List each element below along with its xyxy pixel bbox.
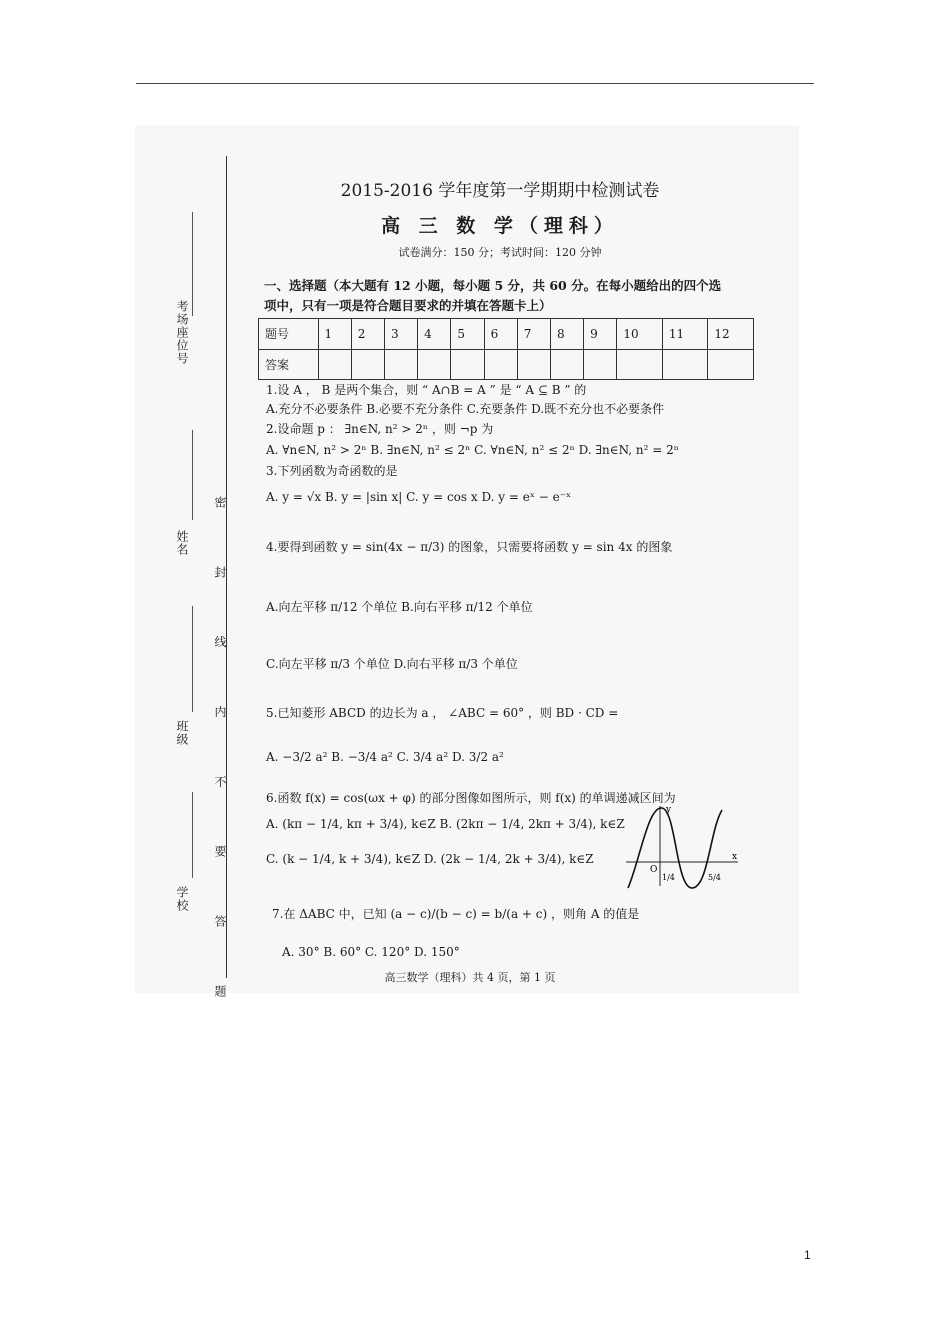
answer-cell xyxy=(517,349,550,380)
exam-title: 2015-2016 学年度第一学期期中检测试卷 xyxy=(340,181,660,201)
table-cell: 1 xyxy=(318,319,351,350)
question-4: 4.要得到函数 y = sin(4x − π/3) 的图象，只需要将函数 y = sin 4x 的图象 xyxy=(266,540,673,554)
table-cell: 9 xyxy=(584,319,617,350)
answer-cell xyxy=(584,349,617,380)
table-cell: 4 xyxy=(418,319,451,350)
table-cell: 6 xyxy=(484,319,517,350)
answer-cell xyxy=(617,349,663,380)
class-line xyxy=(192,606,193,712)
tick-label: 1/4 xyxy=(662,873,675,882)
school-label: 学校 xyxy=(175,886,189,912)
answer-cell xyxy=(550,349,583,380)
name-line xyxy=(192,430,193,520)
question-5: 5.已知菱形 ABCD 的边长为 a ， ∠ABC = 60° ，则 BD · CD = xyxy=(266,706,619,720)
answer-cell xyxy=(384,349,417,380)
class-label: 班级 xyxy=(175,720,189,746)
table-cell: 题号 xyxy=(259,319,319,350)
question-2: 2.设命题 p ： ∃n∈N, n² > 2ⁿ ，则 ¬p 为 xyxy=(266,422,494,436)
x-label: x xyxy=(732,852,738,862)
seat-number-line xyxy=(192,212,193,316)
question-5-options: A. −3/2 a² B. −3/4 a² C. 3/4 a² D. 3/2 a² xyxy=(266,750,504,764)
y-label: y xyxy=(666,805,672,815)
table-cell: 11 xyxy=(662,319,708,350)
answer-cell xyxy=(351,349,384,380)
cosine-graph xyxy=(622,800,742,890)
table-cell: 7 xyxy=(517,319,550,350)
answer-cell xyxy=(708,349,754,380)
table-cell: 5 xyxy=(451,319,484,350)
table-cell: 8 xyxy=(550,319,583,350)
question-6-options-cd: C. (k − 1/4, k + 3/4), k∈Z D. (2k − 1/4, 2k + 3/4), k∈Z xyxy=(266,852,594,866)
scan-footer: 高三数学（理科）共 4 页，第 1 页 xyxy=(384,971,556,984)
question-7: 7.在 ΔABC 中，已知 (a − c)/(b − c) = b/(a + c) ，则角 A 的值是 xyxy=(272,907,640,921)
seat-number-label: 考场座位号 xyxy=(175,300,189,365)
answer-cell xyxy=(484,349,517,380)
table-row xyxy=(259,349,754,380)
exam-subject: 高 三 数 学（理科） xyxy=(381,215,619,237)
tick-label: 5/4 xyxy=(708,873,721,882)
origin-label: O xyxy=(650,865,658,875)
name-label: 姓名 xyxy=(175,530,189,556)
top-rule xyxy=(136,83,814,84)
school-line xyxy=(192,792,193,878)
table-row xyxy=(259,319,754,350)
question-7-options: A. 30° B. 60° C. 120° D. 150° xyxy=(282,945,460,959)
question-6: 6.函数 f(x) = cos(ωx + φ) 的部分图像如图所示，则 f(x) 的单调递减区间为 xyxy=(266,791,676,805)
table-cell: 3 xyxy=(384,319,417,350)
question-4-options-ab: A.向左平移 π/12 个单位 B.向右平移 π/12 个单位 xyxy=(266,600,533,614)
question-4-options-cd: C.向左平移 π/3 个单位 D.向右平移 π/3 个单位 xyxy=(266,657,518,671)
section-heading-2: 项中，只有一项是符合题目要求的并填在答题卡上） xyxy=(264,298,552,313)
page-number: 1 xyxy=(804,1248,811,1262)
question-3: 3.下列函数为奇函数的是 xyxy=(266,464,398,478)
table-cell: 答案 xyxy=(259,349,319,380)
question-1: 1.设 A ， B 是两个集合，则 “ A∩B = A ” 是 “ A ⊆ B ” 的 xyxy=(266,383,587,397)
answer-cell xyxy=(451,349,484,380)
question-6-options-ab: A. (kπ − 1/4, kπ + 3/4), k∈Z B. (2kπ − 1/4, 2kπ + 3/4), k∈Z xyxy=(266,817,625,831)
answer-cell xyxy=(418,349,451,380)
answer-table xyxy=(258,318,754,380)
table-cell: 2 xyxy=(351,319,384,350)
exam-info: 试卷满分：150 分；考试时间：120 分钟 xyxy=(398,246,602,259)
table-cell: 12 xyxy=(708,319,754,350)
answer-cell xyxy=(662,349,708,380)
section-heading-1: 一、选择题（本大题有 12 小题，每小题 5 分，共 60 分。在每小题给出的四个选 xyxy=(264,278,722,293)
question-3-options: A. y = √x B. y = |sin x| C. y = cos x D. y = eˣ − e⁻ˣ xyxy=(266,490,572,504)
seal-text: 密 封 线 内 不 要 答 题 xyxy=(213,496,227,1024)
table-cell: 10 xyxy=(617,319,663,350)
question-1-options: A.充分不必要条件 B.必要不充分条件 C.充要条件 D.既不充分也不必要条件 xyxy=(266,402,665,416)
question-2-options: A. ∀n∈N, n² > 2ⁿ B. ∃n∈N, n² ≤ 2ⁿ C. ∀n∈N, n² ≤ 2ⁿ D. ∃n∈N, n² = 2ⁿ xyxy=(266,443,679,457)
answer-cell xyxy=(318,349,351,380)
